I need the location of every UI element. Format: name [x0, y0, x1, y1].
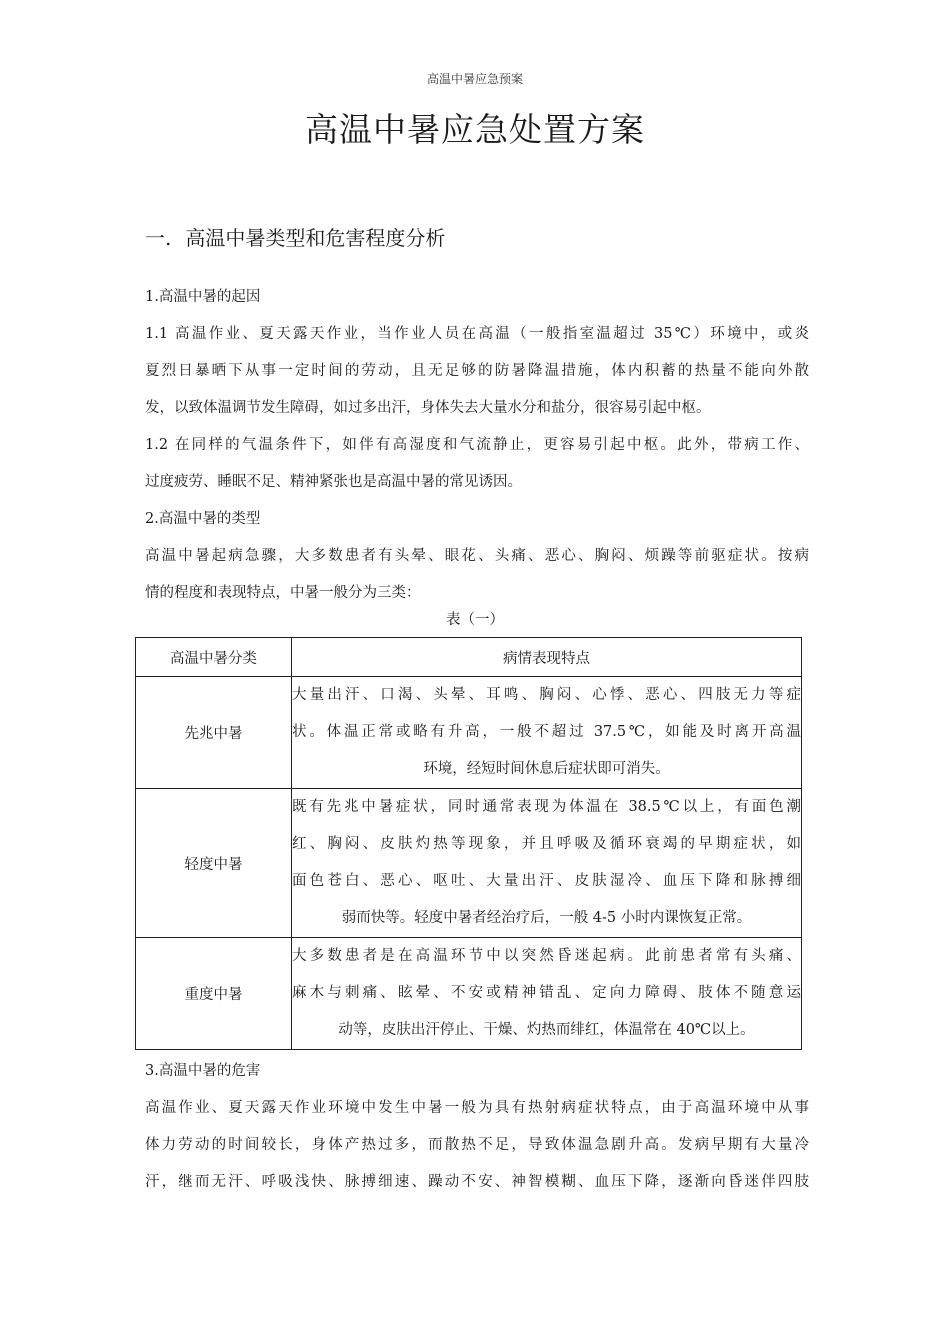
subheading-types: 2.高温中暑的类型 [145, 511, 261, 527]
cell-line: 面色苍白、恶心、呕吐、大量出汗、皮肤湿冷、血压下降和脉搏细 [292, 873, 801, 889]
cell-line: 麻木与刺痛、眩晕、不安或精神错乱、定向力障碍、肢体不随意运 [292, 985, 801, 1001]
paragraph-line: 汗，继而无汗、呼吸浅快、脉搏细速、躁动不安、神智模糊、血压下降，逐渐向昏迷伴四肢 [145, 1174, 809, 1190]
table-row [136, 938, 802, 1050]
column-header-symptoms: 病情表现特点 [292, 638, 802, 677]
section-heading [145, 222, 445, 251]
paragraph-line: 发，以致体温调节发生障碍，如过多出汗，身体失去大量水分和盐分，很容易引起中枢。 [145, 400, 711, 416]
table-row [136, 677, 802, 789]
cell-line: 大多数患者是在高温环节中以突然昏迷起病。此前患者常有头痛、 [292, 948, 801, 964]
paragraph-line: 1.1 高温作业、夏天露天作业，当作业人员在高温（一般指室温超过 35℃）环境中，或炎 [145, 326, 809, 342]
paragraph-line: 高温中暑起病急骤，大多数患者有头晕、眼花、头痛、恶心、胸闷、烦躁等前驱症状。按病 [145, 548, 809, 564]
cell-line: 大量出汗、口渴、头晕、耳鸣、胸闷、心悸、恶心、四肢无力等症 [292, 687, 801, 703]
table-cell-type: 先兆中暑 [136, 677, 292, 789]
section-number: 一. [145, 226, 172, 250]
subheading-causes: 1.高温中暑的起因 [145, 289, 261, 305]
cell-line: 动等，皮肤出汗停止、干燥、灼热而绯红，体温常在 40℃以上。 [338, 1022, 755, 1038]
table-cell-symptoms [292, 677, 802, 789]
table-header-row [136, 638, 802, 677]
table-cell-type: 重度中暑 [136, 938, 292, 1050]
cell-line: 红、胸闷、皮肤灼热等现象，并且呼吸及循环衰竭的早期症状，如 [292, 836, 801, 852]
cell-line: 环境，经短时间休息后症状即可消失。 [423, 761, 670, 777]
table-cell-type: 轻度中暑 [136, 789, 292, 938]
paragraph-line: 高温作业、夏天露天作业环境中发生中暑一般为具有热射病症状特点，由于高温环境中从事 [145, 1100, 809, 1116]
paragraph-line: 情的程度和表现特点，中暑一般分为三类： [145, 585, 421, 601]
paragraph-line: 体力劳动的时间较长，身体产热过多，而散热不足，导致体温急剧升高。发病早期有大量冷 [145, 1137, 809, 1153]
subheading-hazards: 3.高温中暑的危害 [145, 1063, 261, 1079]
column-header-category: 高温中暑分类 [136, 638, 292, 677]
paragraph-line: 过度疲劳、睡眠不足、精神紧张也是高温中暑的常见诱因。 [145, 474, 522, 490]
document-title: 高温中暑应急处置方案 [305, 110, 645, 149]
cell-line: 既有先兆中暑症状，同时通常表现为体温在 38.5℃以上，有面色潮 [292, 799, 801, 815]
running-header: 高温中暑应急预案 [426, 72, 523, 86]
table-cell-symptoms [292, 789, 802, 938]
table-row [136, 789, 802, 938]
table-cell-symptoms [292, 938, 802, 1050]
section-title: 高温中暑类型和危害程度分析 [185, 226, 446, 250]
heatstroke-classification-table [135, 637, 802, 1050]
cell-line: 状。体温正常或略有升高，一般不超过 37.5℃，如能及时离开高温 [292, 724, 801, 740]
cell-line: 弱而快等。轻度中暑者经治疗后，一般 4-5 小时内课恢复正常。 [341, 910, 752, 926]
paragraph-line: 1.2 在同样的气温条件下，如伴有高湿度和气流静止，更容易引起中枢。此外，带病工作、 [145, 437, 809, 453]
paragraph-line: 夏烈日暴晒下从事一定时间的劳动，且无足够的防暑降温措施，体内积蓄的热量不能向外散 [145, 363, 809, 379]
body-block-causes [145, 279, 809, 612]
table-caption: 表（一） [446, 612, 504, 628]
body-block-hazards [145, 1053, 809, 1201]
